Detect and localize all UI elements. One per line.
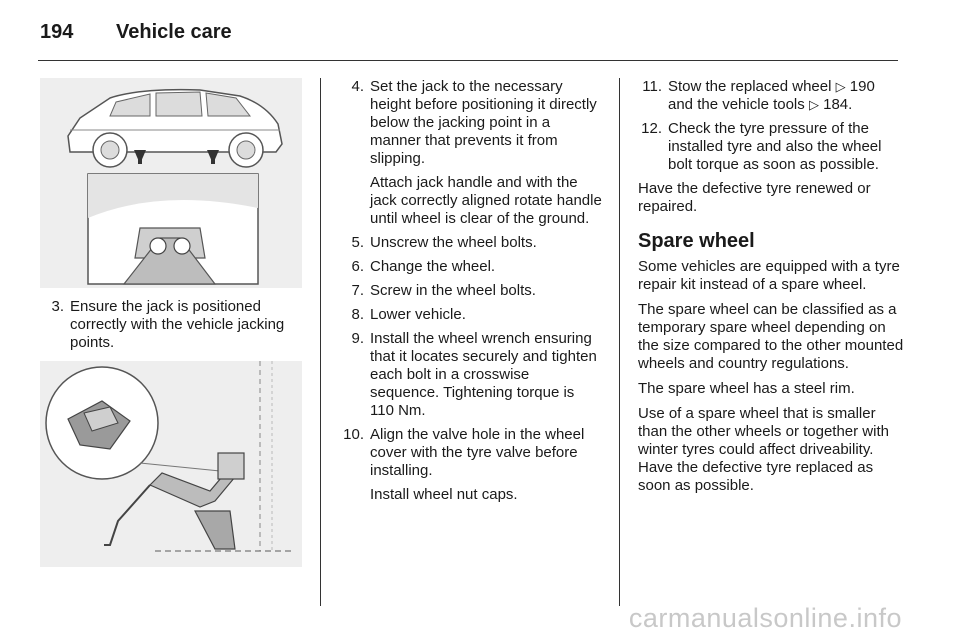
column-right-text — [638, 78, 908, 502]
list-text: Unscrew the wheel bolts. — [370, 234, 537, 251]
list-text: Lower vehicle. — [370, 306, 466, 323]
list-subtext: Attach jack handle and with the jack correctly aligned rotate handle until wheel is clear of the ground. — [370, 174, 602, 227]
page-reference[interactable]: 184. — [823, 96, 853, 113]
paragraph: Some vehicles are equipped with a tyre repair kit instead of a spare wheel. — [638, 258, 900, 293]
list-item — [340, 258, 602, 276]
page-number: 194 — [40, 20, 74, 43]
paragraph: The spare wheel can be classified as a temporary spare wheel depending on the size compared to the other mounted wheels and country regulations. — [638, 301, 904, 372]
column-left-text — [40, 298, 302, 358]
list-text: Set the jack to the necessary height before positioning it directly below the jacking point in a manner that prevents it from slipping. — [370, 78, 597, 167]
page-reference[interactable]: 190 — [849, 78, 875, 95]
list-number: 12. — [641, 120, 662, 137]
list-number: 11. — [642, 78, 662, 95]
page-reference-triangle-icon: ▷ — [808, 97, 819, 112]
column-divider-right — [619, 78, 620, 606]
list-item — [340, 306, 602, 324]
list-item — [340, 426, 602, 504]
list-number: 8. — [351, 306, 364, 323]
list-subtext: Install wheel nut caps. — [370, 486, 518, 503]
list-item — [638, 120, 908, 174]
list-text: Ensure the jack is positioned correctly with the vehicle jacking points. — [70, 298, 285, 351]
list-text: Install the wheel wrench ensuring that it locates securely and tighten each bolt in a crosswise sequence. Tightening torque is 110 Nm. — [370, 330, 597, 419]
list-item — [340, 78, 602, 228]
section-heading: Spare wheel — [638, 230, 755, 252]
column-middle-text — [340, 78, 602, 510]
list-text: and the vehicle tools — [668, 96, 809, 113]
list-item — [638, 78, 908, 114]
list-text: Align the valve hole in the wheel cover with the tyre valve before installing. — [370, 426, 585, 479]
list-text: Screw in the wheel bolts. — [370, 282, 536, 299]
page-header — [40, 14, 232, 50]
list-number: 3. — [51, 298, 64, 315]
list-item — [40, 298, 302, 352]
list-text: Stow the replaced wheel — [668, 78, 836, 95]
list-number: 7. — [351, 282, 364, 299]
section-title: Vehicle care — [116, 20, 232, 43]
list-text: Check the tyre pressure of the installed tyre and also the wheel bolt torque as soon as possible. — [668, 120, 882, 173]
header-rule — [38, 60, 898, 61]
jack-positioning-illustration — [40, 361, 302, 567]
list-item — [340, 282, 602, 300]
page-reference-triangle-icon: ▷ — [835, 79, 846, 94]
watermark: carmanualsonline.info — [628, 603, 902, 633]
list-number: 6. — [351, 258, 364, 275]
list-number: 4. — [351, 78, 364, 95]
list-number: 10. — [343, 426, 364, 443]
list-item — [340, 330, 602, 420]
list-number: 5. — [351, 234, 364, 251]
paragraph: Have the defective tyre renewed or repaired. — [638, 180, 871, 215]
list-number: 9. — [351, 330, 364, 347]
paragraph: Use of a spare wheel that is smaller than the other wheels or together with winter tyres could affect driveability. Have the defective tyre replaced as soon as possible. — [638, 405, 889, 494]
paragraph: The spare wheel has a steel rim. — [638, 380, 855, 397]
car-jacking-points-illustration — [40, 78, 302, 288]
column-divider-left — [320, 78, 321, 606]
list-item — [340, 234, 602, 252]
list-text: Change the wheel. — [370, 258, 496, 275]
